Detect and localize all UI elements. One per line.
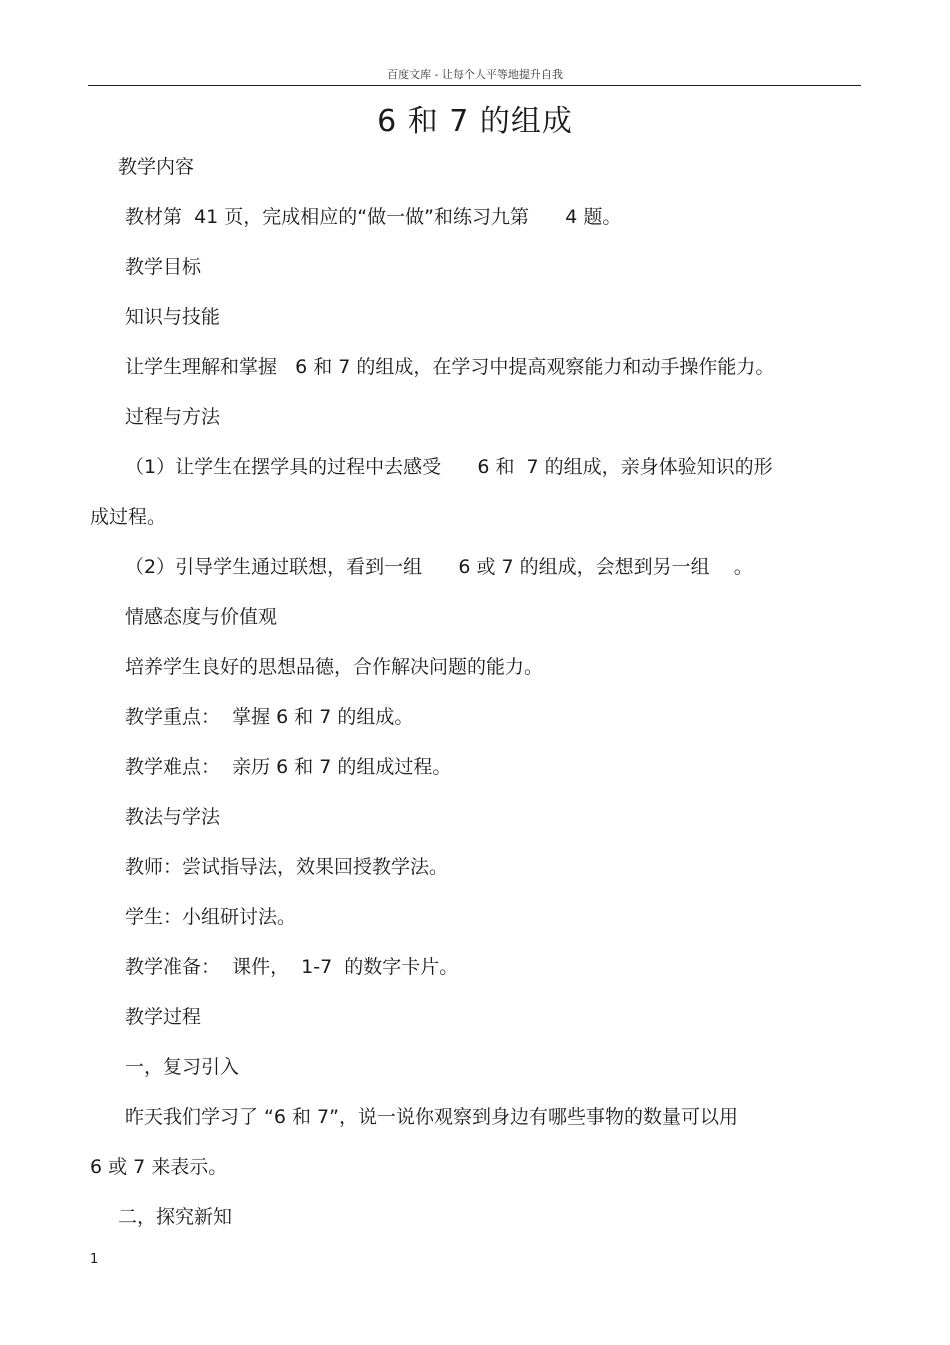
page-header: 百度文库 - 让每个人平等地提升自我 [387, 68, 563, 81]
text-line: 培养学生良好的思想品德，合作解决问题的能力。 [125, 656, 544, 678]
text-line: 教学过程 [125, 1006, 202, 1028]
text-line: 成过程。 [90, 506, 167, 528]
text-line: （1）让学生在摆学具的过程中去感受 6 和 7 的组成，亲身体验知识的形 [125, 456, 773, 478]
page-number: 1 [90, 1252, 99, 1267]
text-line: 教学目标 [125, 256, 202, 278]
text-line: 教师：尝试指导法，效果回授教学法。 [125, 856, 449, 878]
document-title: 6 和 7 的组成 [377, 104, 573, 139]
text-line: 让学生理解和掌握 6 和 7 的组成，在学习中提高观察能力和动手操作能力。 [125, 356, 775, 378]
text-line: 昨天我们学习了 “6 和 7”，说一说你观察到身边有哪些事物的数量可以用 [125, 1106, 738, 1128]
text-line: 情感态度与价值观 [125, 606, 278, 628]
text-line: 教学难点： 亲历 6 和 7 的组成过程。 [125, 756, 452, 778]
text-line: 过程与方法 [125, 406, 221, 428]
text-line: 教学内容 [118, 156, 195, 178]
text-line: 一，复习引入 [125, 1056, 240, 1078]
text-line: 教法与学法 [125, 806, 221, 828]
text-line: 学生：小组研讨法。 [125, 906, 297, 928]
text-line: 知识与技能 [125, 306, 221, 328]
header-divider [88, 85, 861, 86]
text-line: 教材第 41 页，完成相应的“做一做”和练习九第 4 题。 [125, 206, 622, 228]
text-line: 6 或 7 来表示。 [90, 1156, 228, 1178]
text-line: （2）引导学生通过联想，看到一组 6 或 7 的组成，会想到另一组 。 [125, 556, 753, 578]
text-line: 教学准备： 课件， 1-7 的数字卡片。 [125, 956, 459, 978]
text-line: 二，探究新知 [118, 1206, 233, 1228]
text-line: 教学重点： 掌握 6 和 7 的组成。 [125, 706, 414, 728]
